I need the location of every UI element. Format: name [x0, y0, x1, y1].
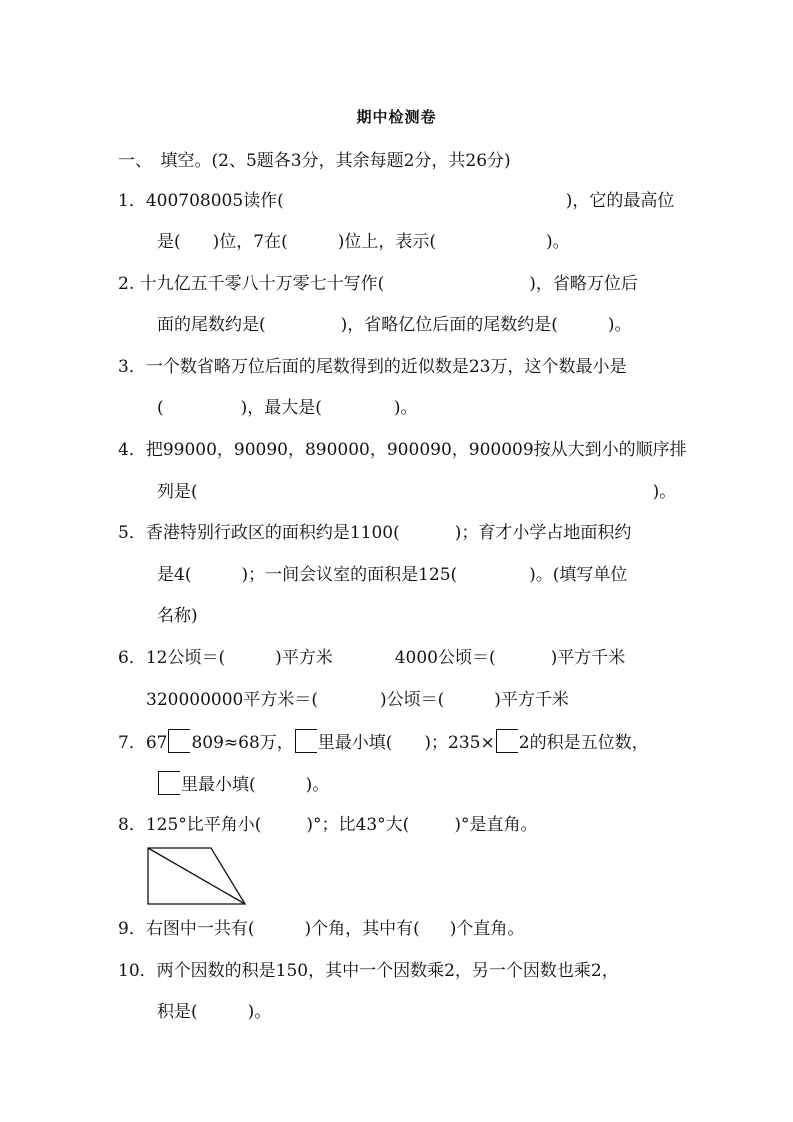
- q2-text-b: )，省略万位后: [529, 274, 638, 294]
- q1-text-a: 1．400708005读作(: [118, 191, 284, 211]
- q9-text-c: )个直角。: [449, 919, 525, 939]
- q2-text-c: 面的尾数约是(: [157, 315, 266, 335]
- question-7-line-2: [157, 771, 329, 797]
- q7-box-4[interactable]: [158, 771, 180, 795]
- q10-text-c: )。: [247, 1002, 272, 1022]
- q6-text-c: 4000公顷＝(: [394, 648, 496, 668]
- q3-text-b: (: [157, 398, 164, 418]
- q10-text-b: 积是(: [157, 1002, 198, 1022]
- q6-text-e: 320000000平方米＝(: [146, 690, 318, 710]
- q6-text-b: )平方米: [275, 648, 333, 668]
- section-heading: 一、 填空。(2、5题各3分，其余每题2分，共26分): [118, 151, 511, 171]
- question-1-line-1: [118, 188, 674, 214]
- q5-text-b: )；育才小学占地面积约: [454, 523, 632, 543]
- q8-text-a: 8．125°比平角小(: [118, 815, 262, 835]
- q7-box-3[interactable]: [496, 729, 518, 753]
- page-title: 期中检测卷: [356, 108, 437, 126]
- question-8-line-1: [118, 812, 537, 838]
- question-7-line-1: [118, 729, 649, 755]
- q1-text-e: )位上，表示(: [337, 232, 436, 252]
- question-5-line-2: [157, 562, 627, 588]
- question-10-line-2: [157, 999, 271, 1025]
- q6-text-a: 6．12公顷＝(: [118, 648, 226, 668]
- q8-text-c: )°是直角。: [454, 815, 538, 835]
- question-3-line-2: [157, 395, 418, 421]
- question-5-line-3: 名称): [157, 606, 198, 626]
- q5-text-e: )。(填写单位: [529, 565, 628, 585]
- q7-box-1[interactable]: [168, 729, 190, 753]
- q6-text-g: )平方千米: [494, 690, 569, 710]
- q2-text-e: )。: [607, 315, 632, 335]
- q7-text-c: 里最小填(: [317, 733, 393, 753]
- q1-text-f: )。: [546, 232, 570, 252]
- question-1-line-2: [157, 229, 570, 255]
- question-2-line-2: [157, 312, 632, 338]
- trapezoid-figure: [147, 847, 251, 907]
- question-9-line-1: [118, 916, 524, 942]
- q2-text-d: )，省略亿位后面的尾数约是(: [340, 315, 558, 335]
- q7-text-d: )；235×: [424, 733, 495, 753]
- q1-text-d: )位，7在(: [212, 232, 288, 252]
- q7-text-e: 2的积是五位数，: [518, 733, 649, 753]
- q7-text-f: 里最小填(: [181, 775, 256, 795]
- q3-text-d: )。: [393, 398, 418, 418]
- question-2-line-1: [118, 271, 638, 297]
- q5-text-d: )；一间会议室的面积是125(: [241, 565, 458, 585]
- question-10-line-1: 10．两个因数的积是150，其中一个因数乘2，另一个因数也乘2，: [118, 961, 619, 981]
- question-3-line-1: 3．一个数省略万位后面的尾数得到的近似数是23万，这个数最小是: [118, 357, 627, 377]
- q3-text-c: )，最大是(: [240, 398, 322, 418]
- question-4-line-2: [157, 479, 676, 505]
- question-6-line-1: [118, 645, 625, 671]
- q8-text-b: )°；比43°大(: [306, 815, 410, 835]
- q6-text-d: )平方千米: [550, 648, 626, 668]
- q4-text-b: 列是(: [157, 482, 198, 502]
- q7-text-b: 809≈68万，: [191, 733, 294, 753]
- q1-text-b: )，它的最高位: [565, 191, 675, 211]
- q7-text-g: )。: [305, 775, 330, 795]
- q1-text-c: 是(: [157, 232, 181, 252]
- q9-text-b: )个角，其中有(: [304, 919, 420, 939]
- q6-text-f: )公顷＝(: [379, 690, 445, 710]
- q5-text-c: 是4(: [157, 565, 192, 585]
- q4-text-c: )。: [652, 482, 677, 502]
- q2-text-a: 2. 十九亿五千零八十万零七十写作(: [118, 274, 385, 294]
- question-6-line-2: [146, 687, 569, 713]
- q5-text-a: 5．香港特别行政区的面积约是1100(: [118, 523, 400, 543]
- q7-box-2[interactable]: [295, 729, 317, 753]
- q9-text-a: 9．右图中一共有(: [118, 919, 255, 939]
- question-4-line-1: 4．把99000，90090，890000，900090，900009按从大到小的顺序排: [118, 440, 687, 460]
- q7-text-a: 7．67: [118, 733, 168, 753]
- question-5-line-1: [118, 520, 631, 546]
